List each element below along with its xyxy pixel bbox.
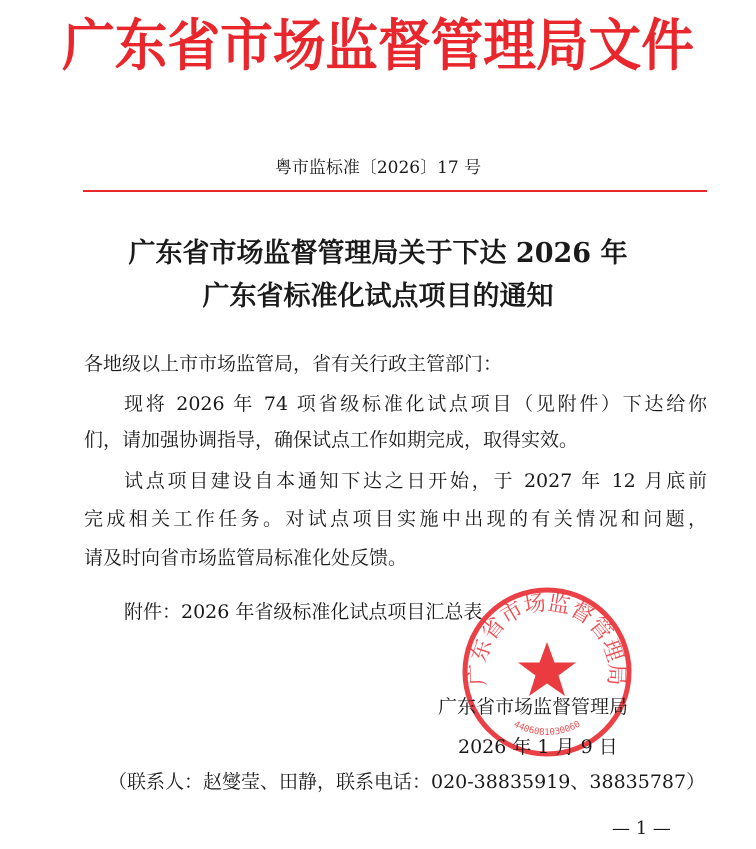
paragraph-1-line-2: 们，请加强协调指导，确保试点工作如期完成，取得实效。 [84,429,579,451]
paragraph-2-line-1: 试点项目建设自本通知下达之日开始，于 2027 年 12 月底前 [124,470,707,492]
red-divider-line [83,190,707,192]
document-title-line-2: 广东省标准化试点项目的通知 [202,281,554,312]
seal-star-icon [518,642,576,696]
paragraph-2-line-2: 完成相关工作任务。对试点项目实施中出现的有关情况和问题， [84,508,707,530]
contact-info: （联系人：赵燮莹、田静，联系电话：020-38835919、38835787） [108,771,706,793]
paragraph-1-line-1: 现将 2026 年 74 项省级标准化试点项目（见附件）下达给你 [124,393,707,415]
signing-authority: 广东省市场监督管理局 [438,696,629,718]
attachment-line: 附件：2026 年省级标准化试点项目汇总表 [124,601,483,623]
seal-text: 广东省市场监督管理局 [465,590,629,686]
paragraph-2-line-3: 请及时向省市场监管局标准化处反馈。 [84,547,408,569]
page-number: — 1 — [612,818,671,839]
seal-serial-number: 4406081030060 [511,719,583,738]
issue-date: 2026 年 1 月 9 日 [458,736,618,758]
document-number: 粤市监标准〔2026〕17 号 [274,158,482,178]
document-title-line-1: 广东省市场监督管理局关于下达 2026 年 [128,238,628,269]
salutation: 各地级以上市市场监管局，省有关行政主管部门： [84,353,503,375]
agency-header-title: 广东省市场监督管理局文件 [62,14,694,79]
